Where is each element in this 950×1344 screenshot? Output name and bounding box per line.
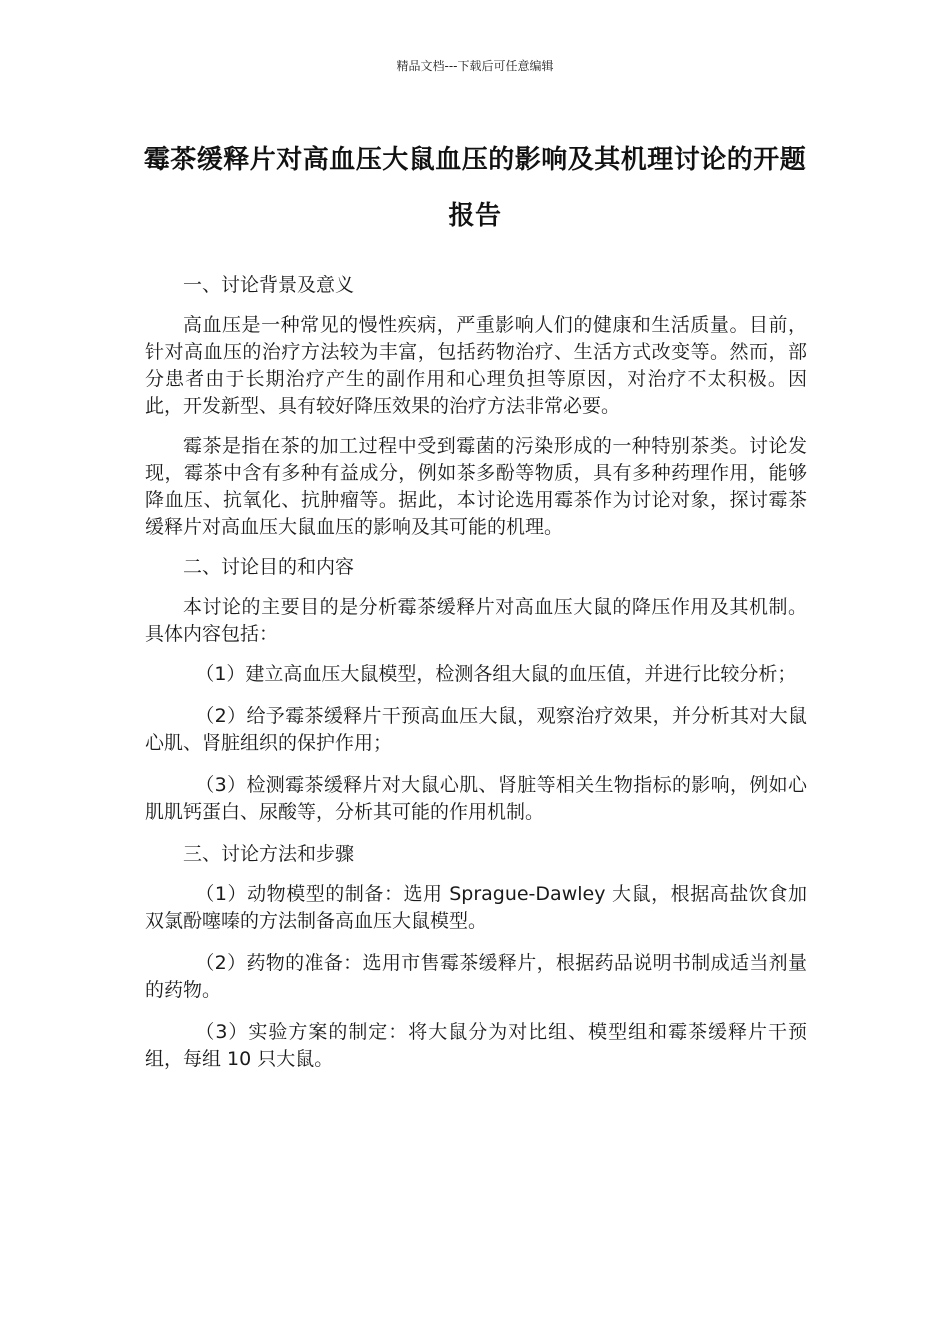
paragraph-objectives-intro: 本讨论的主要目的是分析霉茶缓释片对高血压大鼠的降压作用及其机制。具体内容包括： bbox=[145, 596, 807, 645]
section-heading-background: 一、讨论背景及意义 bbox=[183, 274, 355, 296]
paragraph-background-1: 高血压是一种常见的慢性疾病，严重影响人们的健康和生活质量。目前，针对高血压的治疗方法较为丰富，包括药物治疗、生活方式改变等。然而，部分患者由于长期治疗产生的副作用和心理负担等原因，对治疗不太积极。因此，开发新型、具有较好降压效果的治疗方法非常必要。 bbox=[145, 314, 807, 417]
list-item-objective-1: （1）建立高血压大鼠模型，检测各组大鼠的血压值，并进行比较分析； bbox=[195, 663, 797, 685]
header-note: 精品文档---下载后可任意编辑 bbox=[396, 59, 554, 73]
section-heading-methods: 三、讨论方法和步骤 bbox=[183, 843, 355, 865]
list-item-objective-2: （2）给予霉茶缓释片干预高血压大鼠，观察治疗效果，并分析其对大鼠心肌、肾脏组织的保护作用； bbox=[145, 705, 807, 754]
list-item-method-1: （1）动物模型的制备：选用 Sprague-Dawley 大鼠，根据高盐饮食加双氯酚噻嗪的方法制备高血压大鼠模型。 bbox=[145, 883, 807, 932]
list-item-objective-3: （3）检测霉茶缓释片对大鼠心肌、肾脏等相关生物指标的影响，例如心肌肌钙蛋白、尿酸等，分析其可能的作用机制。 bbox=[145, 774, 807, 823]
list-item-method-3: （3）实验方案的制定：将大鼠分为对比组、模型组和霉茶缓释片干预组，每组 10 只大鼠。 bbox=[145, 1021, 807, 1070]
document-body bbox=[145, 272, 807, 1088]
page-title: 霉茶缓释片对高血压大鼠血压的影响及其机理讨论的开题报告 bbox=[143, 145, 807, 231]
section-heading-objectives: 二、讨论目的和内容 bbox=[183, 556, 355, 578]
paragraph-background-2: 霉茶是指在茶的加工过程中受到霉菌的污染形成的一种特别茶类。讨论发现，霉茶中含有多种有益成分，例如茶多酚等物质，具有多种药理作用，能够降血压、抗氧化、抗肿瘤等。据此，本讨论选用霉茶作为讨论对象，探讨霉茶缓释片对高血压大鼠血压的影响及其可能的机理。 bbox=[145, 435, 807, 538]
list-item-method-2: （2）药物的准备：选用市售霉茶缓释片，根据药品说明书制成适当剂量的药物。 bbox=[145, 952, 807, 1001]
